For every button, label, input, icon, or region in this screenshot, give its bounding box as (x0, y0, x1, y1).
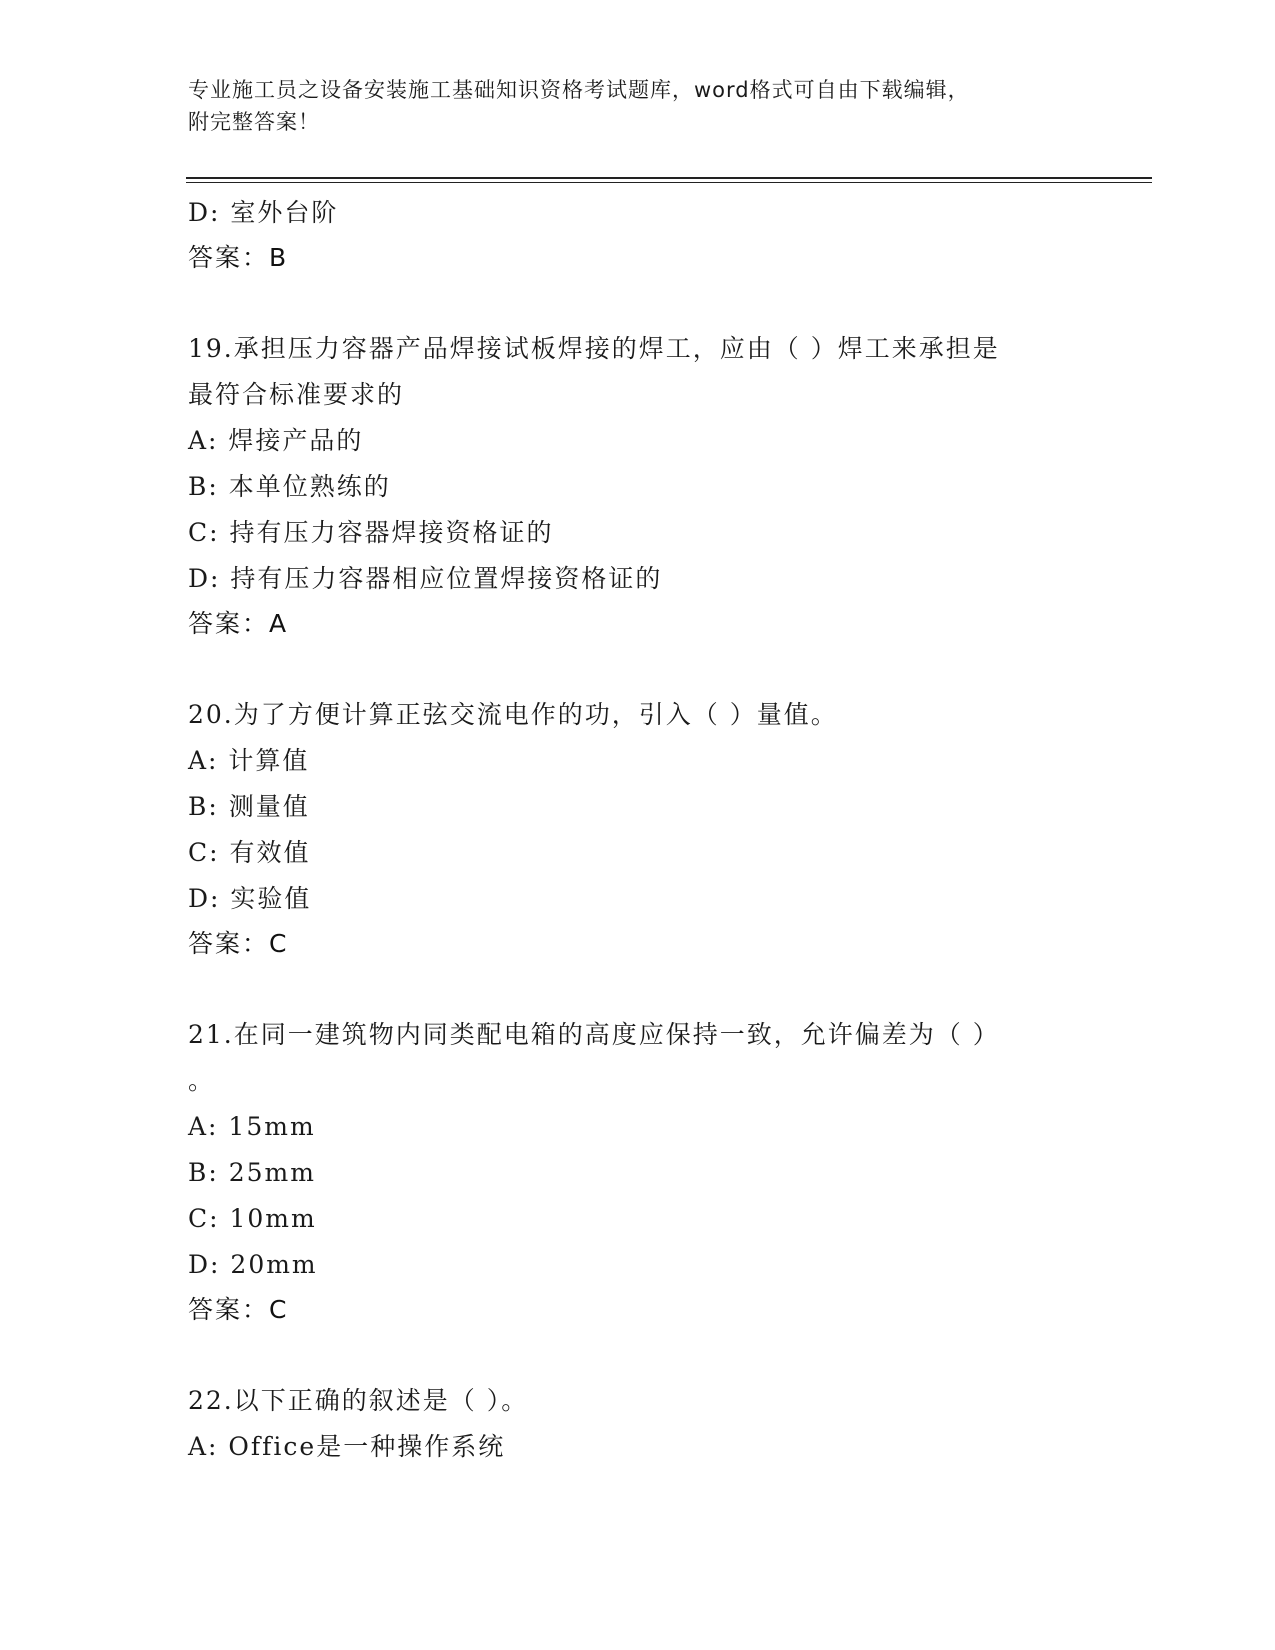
question-22 (188, 1378, 1088, 1470)
option-d: D: 20mm (188, 1250, 318, 1279)
header-divider (186, 177, 1152, 183)
question-stem: 20.为了方便计算正弦交流电作的功，引入（ ）量值。 (188, 700, 838, 729)
question-19 (188, 326, 1088, 646)
option-b: B: 本单位熟练的 (188, 472, 391, 501)
page-header (188, 74, 1088, 138)
option-a: A: 计算值 (188, 746, 310, 775)
option-b: B: 25mm (188, 1158, 316, 1187)
question-stem: 21.在同一建筑物内同类配电箱的高度应保持一致，允许偏差为（ ） (188, 1020, 1000, 1049)
option-a: A: Office是一种操作系统 (188, 1432, 506, 1461)
answer: 答案：C (188, 929, 289, 958)
option-c: C: 有效值 (188, 838, 311, 867)
option-c: C: 10mm (188, 1204, 317, 1233)
answer: 答案：B (188, 243, 289, 272)
option-b: B: 测量值 (188, 792, 310, 821)
question-21 (188, 1012, 1088, 1332)
previous-question-tail (188, 190, 1088, 280)
option-d: D: 实验值 (188, 884, 312, 913)
option-d: D: 室外台阶 (188, 198, 339, 227)
question-stem-cont: 。 (188, 1066, 216, 1095)
header-line-1: 专业施工员之设备安装施工基础知识资格考试题库，word格式可自由下载编辑， (188, 78, 970, 102)
option-c: C: 持有压力容器焊接资格证的 (188, 518, 554, 547)
option-a: A: 焊接产品的 (188, 426, 364, 455)
answer: 答案：A (188, 609, 289, 638)
question-stem: 19.承担压力容器产品焊接试板焊接的焊工，应由（ ）焊工来承担是 (188, 334, 1000, 363)
question-20 (188, 692, 1088, 966)
option-a: A: 15mm (188, 1112, 316, 1141)
question-stem: 22.以下正确的叙述是（ ）。 (188, 1386, 529, 1415)
answer: 答案：C (188, 1295, 289, 1324)
question-stem-cont: 最符合标准要求的 (188, 380, 405, 409)
header-line-2: 附完整答案！ (188, 110, 320, 134)
option-d: D: 持有压力容器相应位置焊接资格证的 (188, 564, 663, 593)
document-body (188, 190, 1088, 1470)
